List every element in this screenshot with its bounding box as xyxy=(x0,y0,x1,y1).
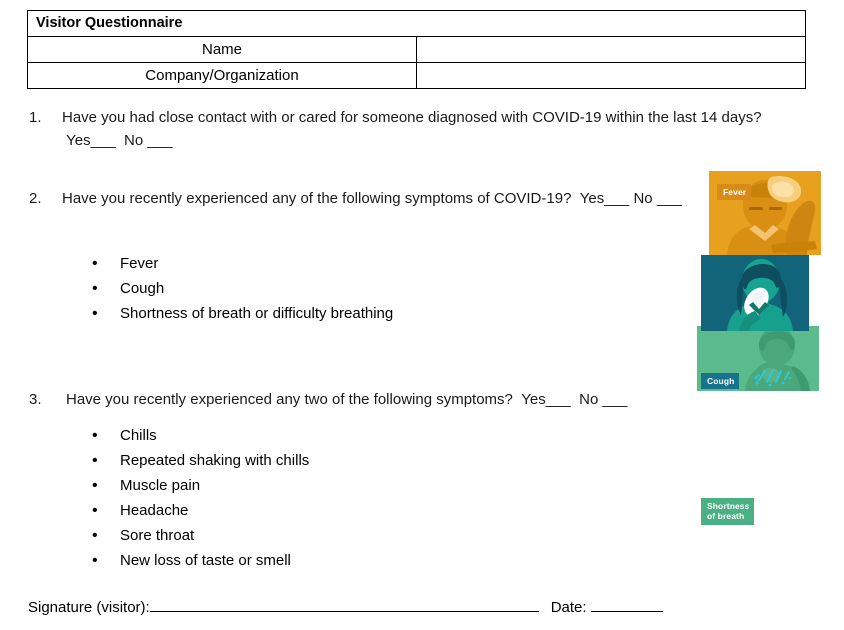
fever-panel xyxy=(709,171,821,255)
table-row-title xyxy=(28,11,806,37)
question-1-yes-label: Yes xyxy=(66,132,91,150)
table-row xyxy=(28,63,806,89)
question-1-text: Have you had close contact with or cared for someone diagnosed with COVID-19 within the last 14 days? xyxy=(62,109,762,126)
question-3-number: 3. xyxy=(29,391,42,408)
symptom-list-other xyxy=(92,423,309,573)
date-input-line[interactable] xyxy=(591,597,663,612)
question-1 xyxy=(29,106,799,153)
question-3-text: Have you recently experienced any two of the following symptoms? xyxy=(66,391,513,408)
visitor-info-table xyxy=(27,10,806,89)
question-3-yes-blank[interactable]: ___ xyxy=(545,391,571,408)
list-item: • Headache xyxy=(92,498,309,523)
question-1-no-label: No xyxy=(124,132,144,150)
signature-row xyxy=(28,597,663,616)
covid-symptoms-illustration xyxy=(697,171,822,521)
question-2-text: Have you recently experienced any of the following symptoms of COVID-19? xyxy=(62,190,572,207)
table-row xyxy=(28,37,806,63)
question-2-yes-label: Yes xyxy=(579,190,605,207)
fever-label-tab: Fever xyxy=(717,184,751,200)
list-item: • Fever xyxy=(92,251,393,276)
list-item: • Repeated shaking with chills xyxy=(92,448,309,473)
list-item: • Shortness of breath or difficulty breathing xyxy=(92,301,393,326)
question-1-no-blank[interactable]: ___ xyxy=(147,132,173,150)
question-3-no-blank[interactable]: ___ xyxy=(602,391,628,408)
name-label: Name xyxy=(28,37,417,63)
question-2-no-label: No xyxy=(633,190,653,207)
signature-input-line[interactable] xyxy=(150,597,539,612)
name-field[interactable] xyxy=(417,37,806,63)
list-item: • Muscle pain xyxy=(92,473,309,498)
list-item: • New loss of taste or smell xyxy=(92,548,309,573)
company-organization-field[interactable] xyxy=(417,63,806,89)
list-item: • Sore throat xyxy=(92,523,309,548)
question-2 xyxy=(29,187,689,210)
person-coughing-illustration xyxy=(701,255,809,331)
question-3 xyxy=(29,388,729,411)
company-organization-label: Company/Organization xyxy=(28,63,417,89)
question-3-yes-label: Yes xyxy=(521,391,546,408)
cough-label-tab: Cough xyxy=(701,373,739,389)
question-3-no-label: No xyxy=(579,391,599,408)
signature-label: Signature (visitor): xyxy=(28,599,150,616)
question-2-no-blank[interactable]: ___ xyxy=(656,190,682,207)
question-2-number: 2. xyxy=(29,190,42,207)
question-1-yes-blank[interactable]: ___ xyxy=(90,132,116,150)
shortness-of-breath-label-tab: Shortness of breath xyxy=(701,498,754,525)
question-2-yes-blank[interactable]: ___ xyxy=(604,190,630,207)
cough-panel xyxy=(701,255,809,386)
question-1-number: 1. xyxy=(29,109,42,126)
symptom-list-covid xyxy=(92,251,393,326)
form-title: Visitor Questionnaire xyxy=(28,11,806,37)
date-label: Date: xyxy=(550,599,587,616)
list-item: • Cough xyxy=(92,276,393,301)
list-item: • Chills xyxy=(92,423,309,448)
